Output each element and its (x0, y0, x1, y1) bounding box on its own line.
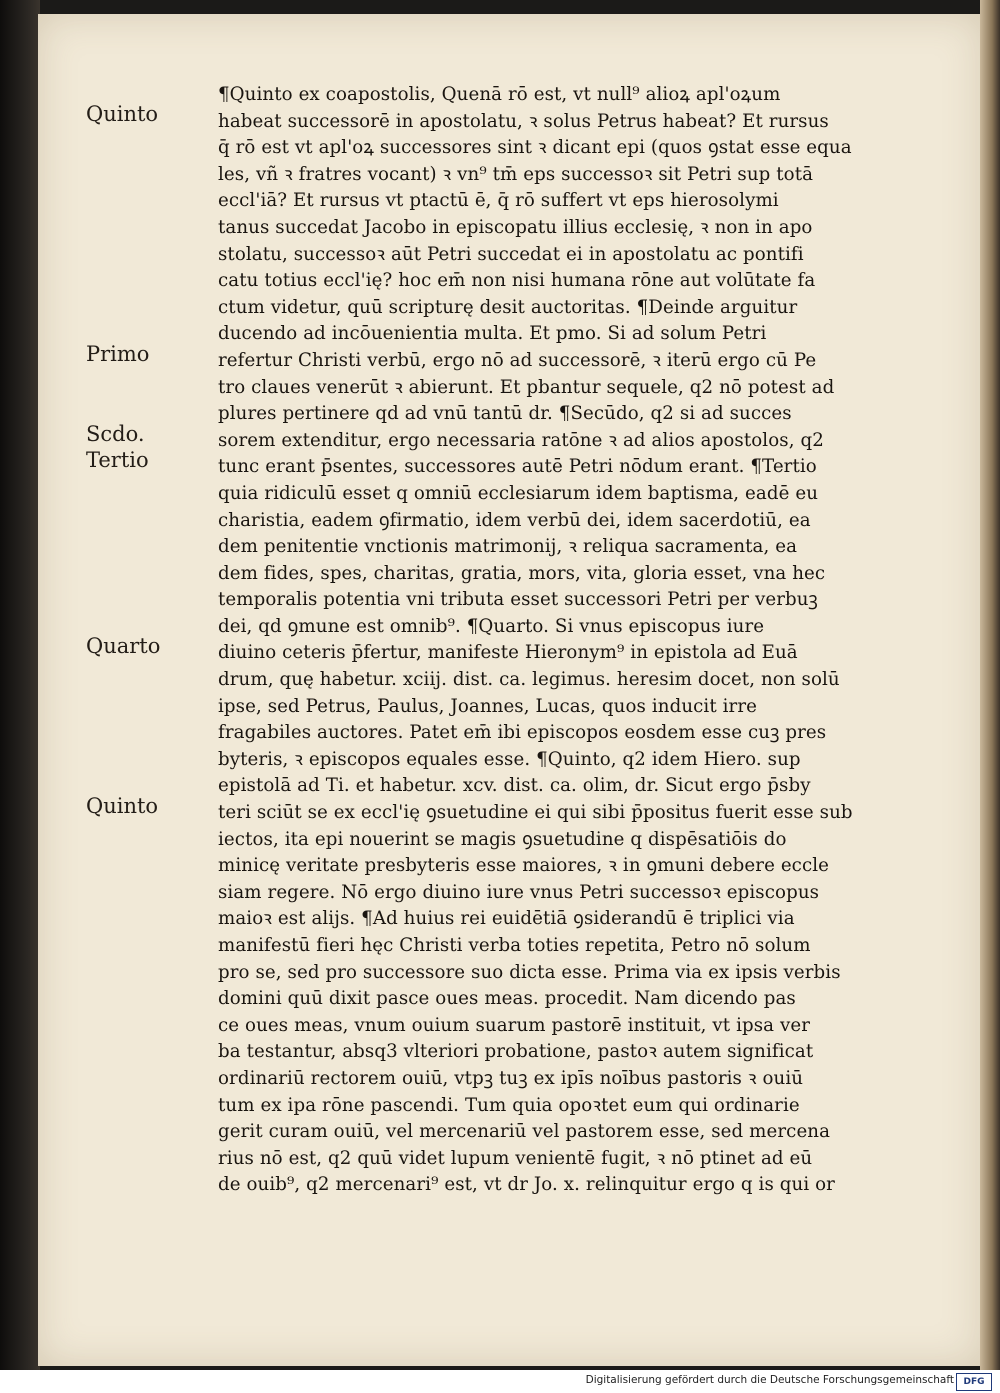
text-line: quia ridiculū esset q omniū ecclesiarum idem baptisma, eadē eu (218, 482, 819, 504)
text-line: ducendo ad incōuenientia multa. Et pmo. Si ad solum Petri (218, 323, 767, 345)
text-line: dem fides, spes, charitas, gratia, mors, vita, gloria esset, vna hec (218, 562, 826, 584)
text-line: fragabiles auctores. Patet em̄ ibi episcopos eosdem esse cuꝫ pres (218, 722, 827, 744)
text-line: ¶Quinto ex coapostolis, Quenā rō est, vt null⁹ alioꝝ apl'oꝝum (218, 84, 781, 105)
text-line: epistolā ad Ti. et habetur. xcv. dist. ca. olim, dr. Sicut ergo p̄sby (218, 775, 811, 797)
text-line: tunc erant p̄sentes, successores autē Petri nōdum erant. ¶Tertio (218, 456, 817, 478)
text-line: refertur Christi verbū, ergo nō ad successorē, ꝛ iterū ergo cū Pe (218, 349, 817, 371)
text-line: ba testantur, absq3 vlteriori probatione, pastoꝛ autem significat (218, 1041, 814, 1063)
marginal-note: Scdo. (86, 422, 145, 446)
text-line: plures pertinere qd ad vnū tantū dr. ¶Secūdo, q2 si ad succes (218, 403, 792, 425)
marginal-note: Tertio (86, 448, 149, 472)
text-line: teri sciūt se ex eccl'ię ꝯsuetudine ei qui sibi p̄positus fuerit esse sub (218, 802, 853, 824)
marginal-note: Quinto (86, 794, 159, 818)
scan-left-edge (0, 0, 40, 1370)
text-line: dei, qd ꝯmune est omnib⁹. ¶Quarto. Si vnus episcopus iure (218, 615, 765, 637)
text-line: drum, quę habetur. xciij. dist. ca. legimus. heresim docet, non solū (218, 669, 840, 691)
text-line: stolatu, successoꝛ aūt Petri succedat ei in apostolatu ac pontifi (218, 243, 804, 265)
text-line: minicę veritate presbyteris esse maiores, ꝛ in ꝯmuni debere eccle (218, 855, 830, 877)
text-line: tum ex ipa rōne pascendi. Tum quia opoꝛtet eum qui ordinarie (218, 1094, 800, 1116)
page (38, 14, 982, 1366)
text-line: de ouib⁹, q2 mercenari⁹ est, vt dr Jo. x. relinquitur ergo q is qui or (218, 1174, 835, 1196)
text-line: q̄ rō est vt apl'oꝝ successores sint ꝛ dicant epi (quos ꝯstat esse equa (218, 137, 852, 159)
text-line: dem penitentie vnctionis matrimonij, ꝛ reliqua sacramenta, ea (218, 536, 798, 558)
marginal-notes (38, 14, 238, 1366)
text-line: manifestū fieri hęc Christi verba toties repetita, Petro nō solum (218, 935, 811, 956)
text-line: byteris, ꝛ episcopos equales esse. ¶Quinto, q2 idem Hiero. sup (218, 748, 801, 770)
text-line: ctum videtur, quū scripturę desit auctoritas. ¶Deinde arguitur (218, 296, 798, 318)
text-line: diuino ceteris p̄fertur, manifeste Hieronym⁹ in epistola ad Euā (218, 642, 798, 664)
text-line: pro se, sed pro successore suo dicta esse. Prima via ex ipsis verbis (218, 961, 841, 983)
text-block (218, 82, 878, 1199)
text-line: ce oues meas, vnum ouium suarum pastorē instituit, vt ipsa ver (218, 1014, 811, 1036)
marginal-note: Quarto (86, 634, 161, 658)
footer (0, 1370, 1000, 1393)
text-line: siam regere. Nō ergo diuino iure vnus Petri successoꝛ episcopus (218, 881, 820, 903)
text-line: ordinariū rectorem ouiū, vtpꝫ tuꝫ ex ipīs noībus pastoris ꝛ ouiū (218, 1067, 804, 1089)
marginal-note: Quinto (86, 102, 159, 126)
text-line: charistia, eadem ꝯfirmatio, idem verbū dei, idem sacerdotiū, ea (218, 509, 811, 531)
text-line: tro claues venerūt ꝛ abierunt. Et pbantur sequele, q2 nō potest ad (218, 376, 835, 398)
funding-note: Digitalisierung gefördert durch die Deutsche Forschungsgemeinschaft (585, 1374, 954, 1386)
text-line: domini quū dixit pasce oues meas. procedit. Nam dicendo pas (218, 988, 796, 1010)
marginal-note: Primo (86, 342, 150, 366)
text-line: sorem extenditur, ergo necessaria ratōne ꝛ ad alios apostolos, q2 (218, 429, 824, 451)
text-line: iectos, ita epi nouerint se magis ꝯsuetudine q dispēsatiōis do (218, 828, 787, 850)
text-line: gerit curam ouiū, vel mercenariū vel pastorem esse, sed mercena (218, 1121, 831, 1143)
text-line: temporalis potentia vni tributa esset successori Petri per verbuꝫ (218, 589, 818, 611)
text-line: eccl'iā? Et rursus vt ptactū ē, q̄ rō suffert vt eps hierosolymi (218, 190, 779, 212)
text-line: ipse, sed Petrus, Paulus, Joannes, Lucas, quos inducit irre (218, 695, 757, 717)
dfg-logo: DFG (956, 1373, 992, 1391)
text-line: tanus succedat Jacobo in episcopatu illius ecclesię, ꝛ non in apo (218, 216, 813, 238)
page-right-edge (980, 0, 1000, 1370)
text-line: catu totius eccl'ię? hoc em̄ non nisi humana rōne aut volūtate fa (218, 270, 816, 292)
text-line: rius nō est, q2 quū videt lupum venientē fugit, ꝛ nō ptinet ad eū (218, 1147, 813, 1169)
text-line: habeat successorē in apostolatu, ꝛ solus Petrus habeat? Et rursus (218, 110, 829, 132)
text-line: maioꝛ est alijs. ¶Ad huius rei euidētiā ꝯsiderandū ē triplici via (218, 908, 795, 930)
text-line: les, vñ ꝛ fratres vocant) ꝛ vn⁹ tm̄ eps successoꝛ sit Petri sup totā (218, 163, 814, 185)
